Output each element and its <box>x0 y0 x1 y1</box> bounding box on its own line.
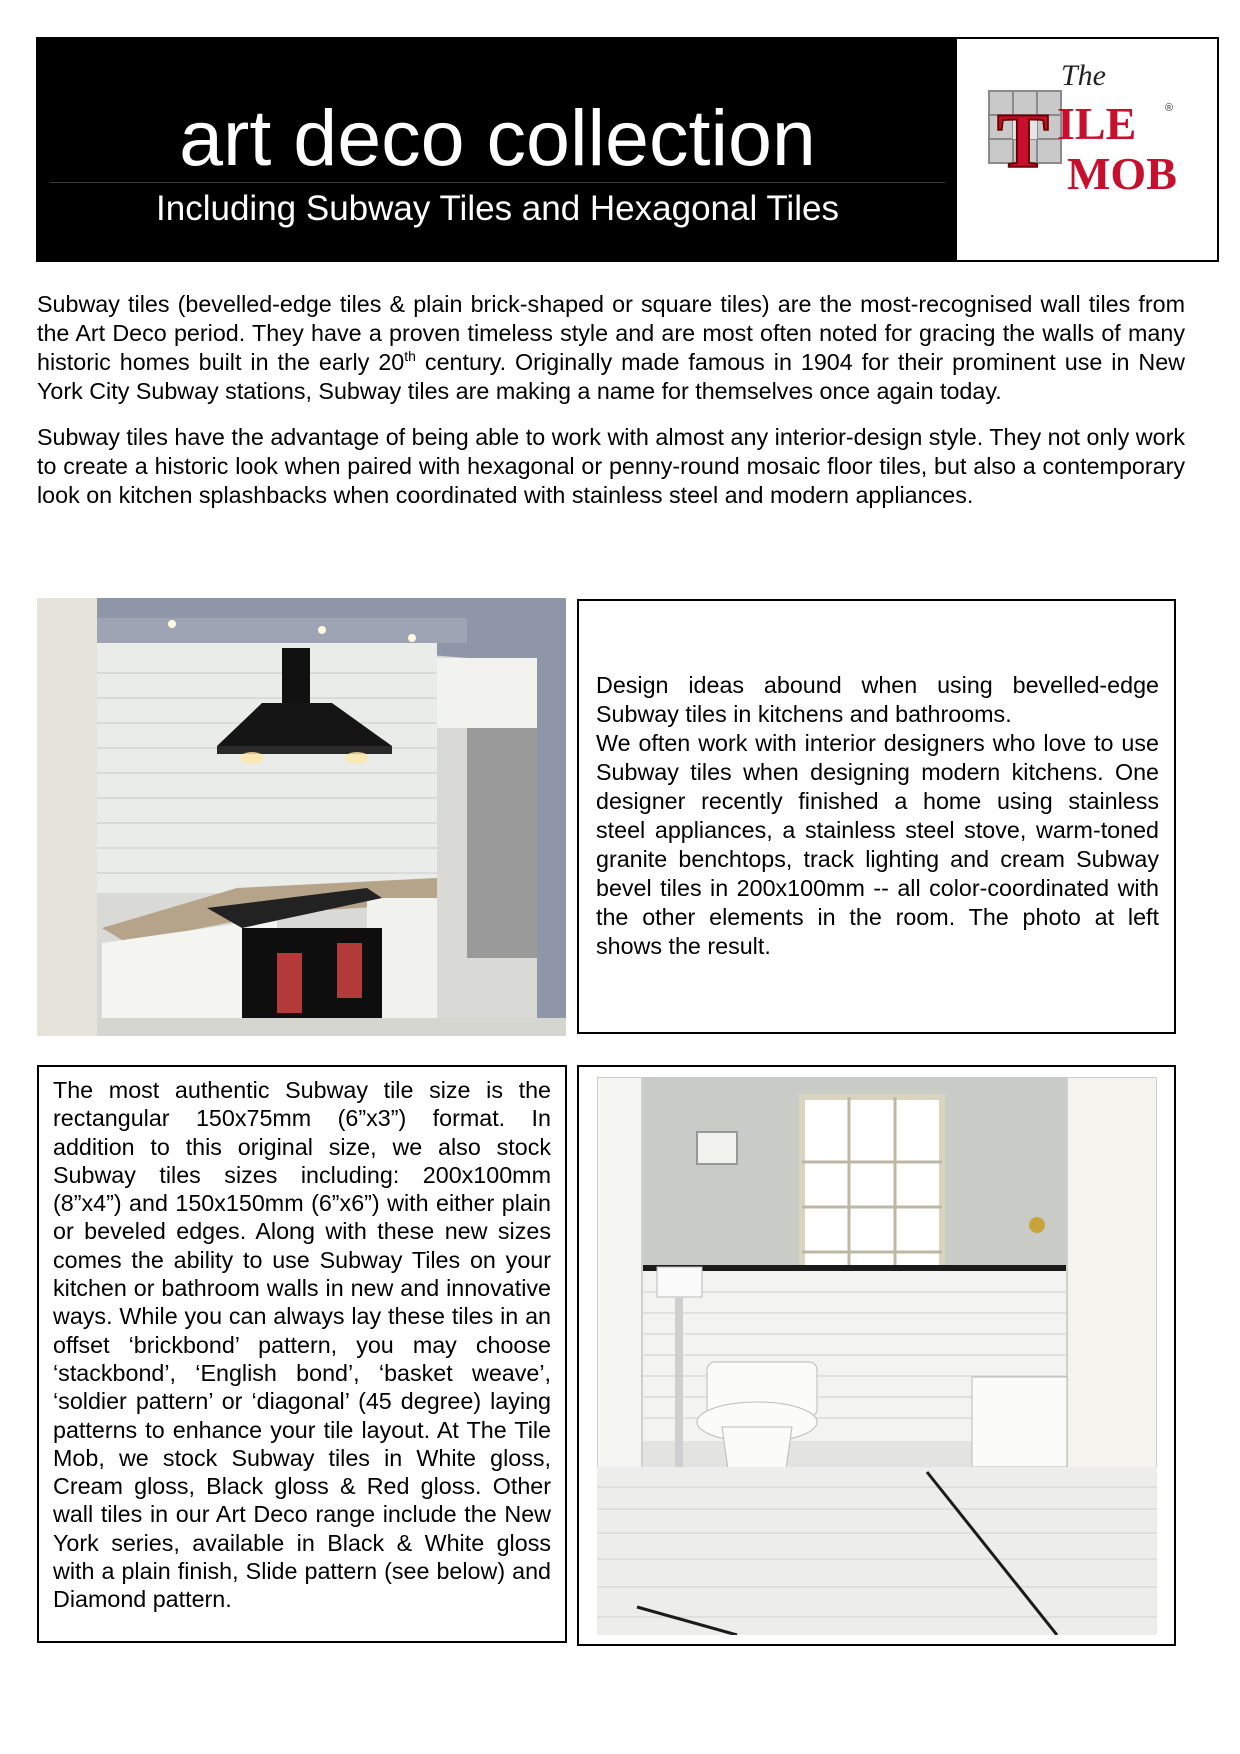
bathroom-photo-frame <box>577 1065 1176 1646</box>
intro-paragraph-1: Subway tiles (bevelled-edge tiles & plain brick-shaped or square tiles) are the most-recognised wall tiles from the Art Deco period. They have a proven timeless style and are most often noted for gracing the walls of many historic homes built in the early 20th century. Originally made famous in 1904 for their prominent use in New York City Subway stations, Subway tiles are making a name for themselves once again today. <box>37 291 1185 404</box>
tile-sizes-paragraph: The most authentic Subway tile size is the rectangular 150x75mm (6”x3”) format. In addition to this original size, we also stock Subway tiles sizes including: 200x100mm (8”x4”) and 150x150mm (6”x6”) with either plain or beveled edges. Along with these new sizes comes the ability to use Subway Tiles on your kitchen or bathroom walls in new and innovative ways. While you can always lay these tiles in an offset ‘brickbond’ pattern, you may choose ‘stackbond’, ‘English bond’, ‘basket weave’, ‘soldier pattern’ or ‘diagonal’ (45 degree) laying patterns to enhance your tile layout. At The Tile Mob, we stock Subway tiles in White gloss, Cream gloss, Black gloss & Red gloss. Other wall tiles in our Art Deco range include the New York series, available in Black & White gloss with a plain finish, Slide pattern (see below) and Diamond pattern. <box>53 1077 551 1613</box>
logo-mob-text: MOB <box>1067 148 1177 199</box>
intro-paragraph-2: Subway tiles have the advantage of being able to work with almost any interior-design style. They not only work to create a historic look when paired with hexagonal or penny-round mosaic floor tiles, but also a contemporary look on kitchen splashbacks when coordinated with stainless steel and modern appliances. <box>37 424 1185 508</box>
logo-t-text: T <box>997 97 1050 184</box>
svg-text:®: ® <box>1165 102 1174 114</box>
tile-mob-logo <box>957 39 1217 260</box>
logo-graphic <box>957 39 1217 260</box>
design-ideas-paragraph-1: Design ideas abound when using bevelled-edge Subway tiles in kitchens and bathrooms. <box>596 672 1159 727</box>
design-ideas-paragraph-2: We often work with interior designers who love to use Subway tiles when designing modern kitchens. One designer recently finished a home using stainless steel appliances, a stainless steel stove, warm-toned granite benchtops, track lighting and cream Subway bevel tiles in 200x100mm -- all color-coordinated with the other elements in the room. The photo at left shows the result. <box>596 730 1159 959</box>
title-panel <box>38 39 957 260</box>
logo-the-text: The <box>1061 59 1106 92</box>
header-banner <box>36 37 1219 262</box>
intro-text <box>37 290 1185 527</box>
page-subtitle: Including Subway Tiles and Hexagonal Tiles <box>156 189 839 228</box>
title-divider <box>50 182 945 183</box>
design-ideas-box <box>577 599 1176 1034</box>
tile-sizes-box <box>37 1065 567 1643</box>
design-ideas-text <box>596 671 1159 961</box>
page-title: art deco collection <box>179 93 816 182</box>
kitchen-photo <box>37 598 566 1036</box>
bathroom-photo <box>597 1077 1157 1635</box>
logo-tile-text: ILE <box>1057 98 1137 149</box>
tile-sizes-text <box>53 1076 551 1614</box>
